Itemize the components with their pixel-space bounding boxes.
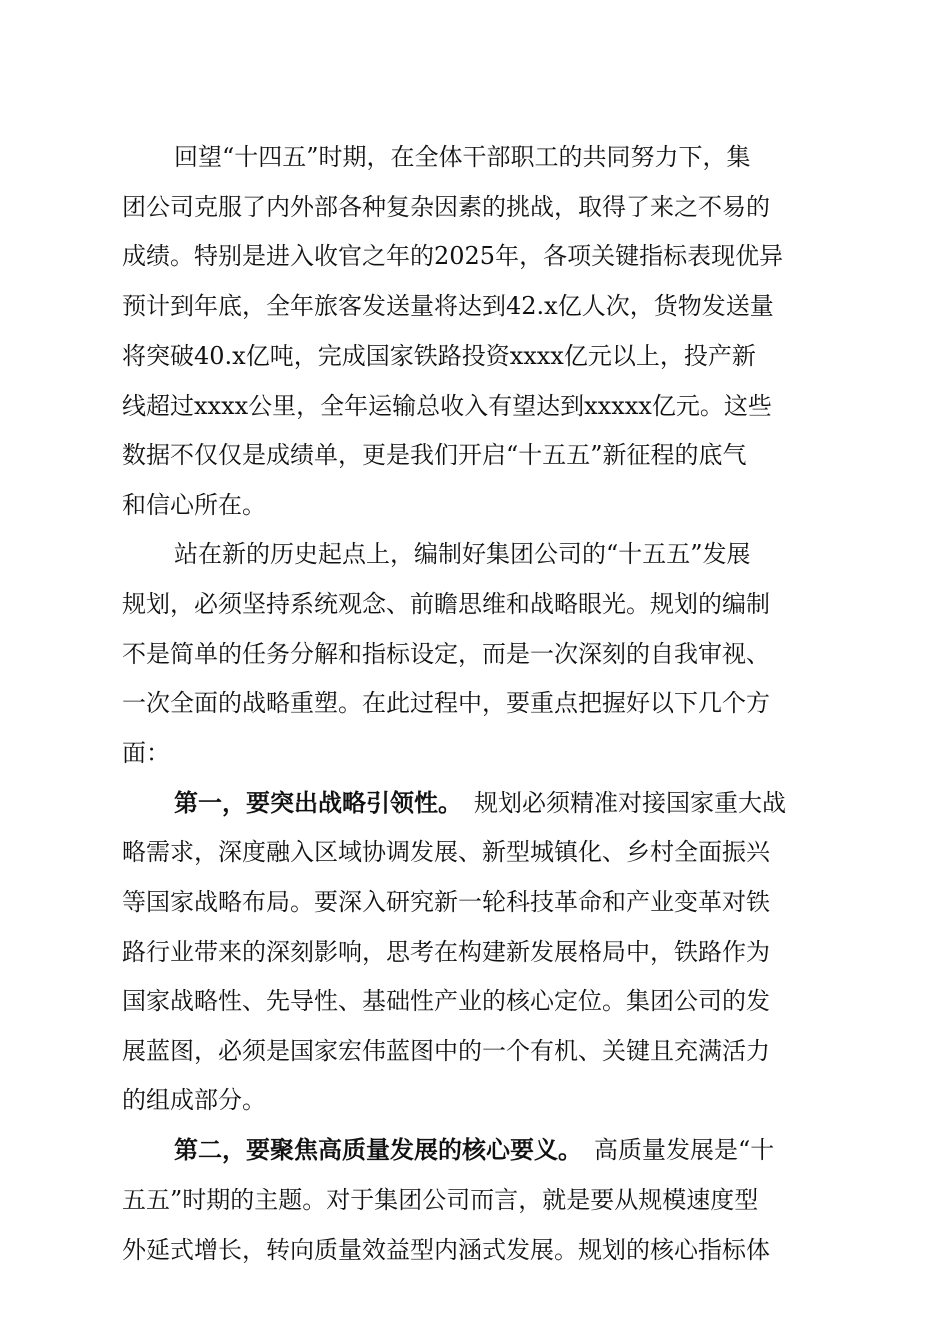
text-line: 和信心所在。 <box>122 491 266 519</box>
section-heading-first: 第一，要突出战略引领性。 <box>174 788 462 817</box>
paragraph-4-line-3 <box>0 1230 950 1270</box>
text-line: 高质量发展是“十 <box>594 1136 775 1164</box>
paragraph-3-line-1 <box>0 783 950 823</box>
text-line: 不是简单的任务分解和指标设定，而是一次深刻的自我审视、 <box>122 640 770 668</box>
paragraph-2-line-5 <box>0 733 950 773</box>
paragraph-1-line-8 <box>0 485 950 525</box>
text-line: 线超过xxxx公里，全年运输总收入有望达到xxxxx亿元。这些 <box>122 392 772 420</box>
paragraph-3-line-7 <box>0 1080 950 1120</box>
paragraph-1-line-3 <box>0 236 950 276</box>
paragraph-2-line-1 <box>0 534 950 574</box>
text-line: 规划，必须坚持系统观念、前瞻思维和战略眼光。规划的编制 <box>122 590 770 618</box>
text-line: 一次全面的战略重塑。在此过程中，要重点把握好以下几个方 <box>122 689 770 717</box>
text-line: 的组成部分。 <box>122 1086 266 1114</box>
paragraph-1-line-6 <box>0 386 950 426</box>
text-line: 数据不仅仅是成绩单，更是我们开启“十五五”新征程的底气 <box>122 441 747 469</box>
text-line: 五五”时期的主题。对于集团公司而言，就是要从规模速度型 <box>122 1186 759 1214</box>
paragraph-3-line-3 <box>0 882 950 922</box>
text-line: 展蓝图，必须是国家宏伟蓝图中的一个有机、关键且充满活力 <box>122 1037 770 1065</box>
text-line: 将突破40.x亿吨，完成国家铁路投资xxxx亿元以上，投产新 <box>122 342 756 370</box>
paragraph-2-line-3 <box>0 634 950 674</box>
text-line: 成绩。特别是进入收官之年的2025年，各项关键指标表现优异 <box>122 242 784 270</box>
paragraph-1-line-4 <box>0 286 950 326</box>
paragraph-3-line-5 <box>0 981 950 1021</box>
text-line: 团公司克服了内外部各种复杂因素的挑战，取得了来之不易的 <box>122 193 770 221</box>
text-line: 外延式增长，转向质量效益型内涵式发展。规划的核心指标体 <box>122 1236 770 1264</box>
text-line: 预计到年底，全年旅客发送量将达到42.x亿人次，货物发送量 <box>122 292 774 320</box>
paragraph-3-line-6 <box>0 1031 950 1071</box>
paragraph-1-line-7 <box>0 435 950 475</box>
paragraph-4-line-1 <box>0 1130 950 1170</box>
text-line: 路行业带来的深刻影响，思考在构建新发展格局中，铁路作为 <box>122 938 770 966</box>
text-line: 略需求，深度融入区域协调发展、新型城镇化、乡村全面振兴 <box>122 838 770 866</box>
text-line: 等国家战略布局。要深入研究新一轮科技革命和产业变革对铁 <box>122 888 770 916</box>
text-line: 回望“十四五”时期，在全体干部职工的共同努力下，集 <box>174 143 751 171</box>
paragraph-1-line-1 <box>0 137 950 177</box>
section-heading-second: 第二，要聚焦高质量发展的核心要义。 <box>174 1135 582 1164</box>
text-line: 面： <box>122 739 170 767</box>
paragraph-3-line-4 <box>0 932 950 972</box>
paragraph-1-line-2 <box>0 187 950 227</box>
paragraph-2-line-4 <box>0 683 950 723</box>
paragraph-4-line-2 <box>0 1180 950 1220</box>
text-line: 站在新的历史起点上，编制好集团公司的“十五五”发展 <box>174 540 751 568</box>
text-line: 国家战略性、先导性、基础性产业的核心定位。集团公司的发 <box>122 987 770 1015</box>
paragraph-2-line-2 <box>0 584 950 624</box>
paragraph-3-line-2 <box>0 832 950 872</box>
paragraph-1-line-5 <box>0 336 950 376</box>
text-line: 规划必须精准对接国家重大战 <box>474 789 786 817</box>
